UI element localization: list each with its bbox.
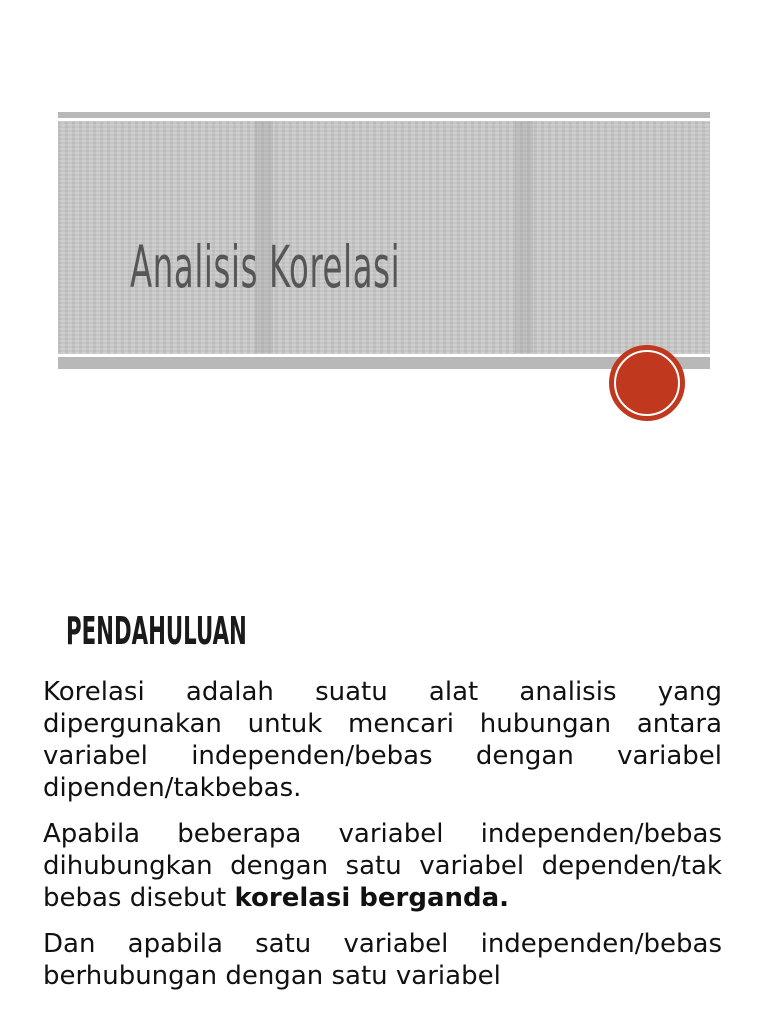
logo-circle	[609, 345, 685, 421]
logo-ring	[614, 350, 680, 416]
paragraph-2	[43, 818, 722, 914]
body-text	[43, 676, 722, 1006]
band-seam	[515, 121, 533, 353]
paragraph-2-bold: korelasi berganda.	[234, 883, 510, 913]
paragraph-1: Korelasi adalah suatu alat analisis yang dipergunakan untuk mencari hubungan antara variabel independen/bebas dengan variabel dipenden/takbebas.	[43, 677, 722, 803]
slide-title: Analisis Korelasi	[130, 233, 401, 301]
content-slide	[0, 560, 768, 1024]
paragraph-3: Dan apabila satu variabel independen/bebas berhubungan dengan satu variabel	[43, 929, 722, 991]
paragraph-2-text: Apabila beberapa variabel independen/bebas dihubungkan dengan satu variabel dependen/tak bebas disebut	[43, 819, 722, 913]
band-stripe-top	[58, 112, 710, 121]
section-heading: PENDAHULUAN	[66, 609, 247, 653]
